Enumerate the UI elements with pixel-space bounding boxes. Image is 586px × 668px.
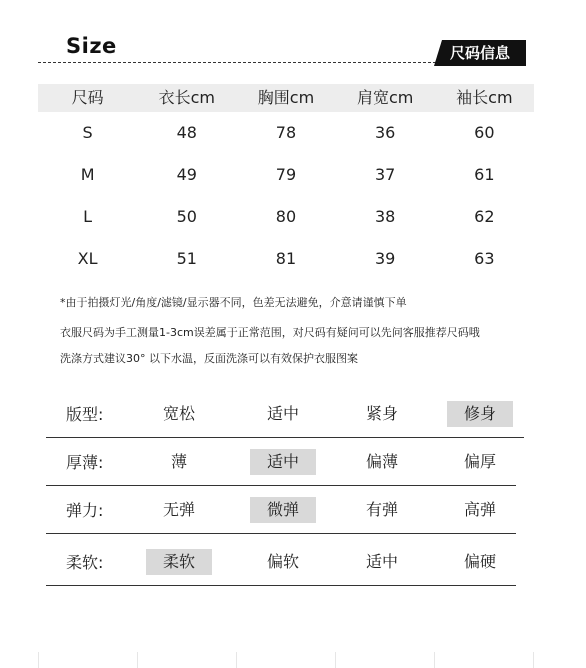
table-cell: 49 <box>176 165 197 184</box>
table-cell: 51 <box>176 249 197 268</box>
table-cell: 78 <box>275 123 297 142</box>
row-divider <box>46 437 524 438</box>
table-cell: M <box>80 165 95 184</box>
attr-option: 适中 <box>266 404 299 423</box>
row-divider <box>46 533 516 534</box>
attr-option: 薄 <box>170 452 187 471</box>
attr-option: 紧身 <box>365 404 398 423</box>
table-cell: 79 <box>275 165 297 184</box>
washing-note: 洗涤方式建议30° 以下水温，反面洗涤可以有效保护衣服图案 <box>60 352 358 365</box>
attr-option: 修身 <box>447 401 513 427</box>
attr-option: 偏软 <box>266 552 299 571</box>
attr-option: 偏厚 <box>463 452 496 471</box>
table-cell: XL <box>77 249 98 268</box>
table-cell: 80 <box>275 207 297 226</box>
table-cell: 50 <box>176 207 197 226</box>
attr-option: 适中 <box>365 552 398 571</box>
attr-row-softness <box>46 541 526 585</box>
attr-row-elasticity <box>46 489 526 533</box>
table-cell: 39 <box>374 249 396 268</box>
table-cell: L <box>83 207 93 226</box>
attr-option: 适中 <box>250 449 316 475</box>
grid-mark <box>137 652 138 668</box>
size-title: Size <box>66 34 117 58</box>
attr-option: 宽松 <box>162 404 195 423</box>
size-table <box>38 84 534 280</box>
attr-label: 版型: <box>66 405 104 424</box>
row-divider <box>46 585 516 586</box>
badge-label: 尺码信息 <box>449 44 510 62</box>
table-cell: 38 <box>374 207 396 226</box>
attr-label: 弹力: <box>66 501 104 520</box>
table-row <box>38 238 534 280</box>
color-disclaimer-note: *由于拍摄灯光/角度/滤镜/显示器不同，色差无法避免，介意请谨慎下单 <box>60 296 407 309</box>
grid-mark <box>533 652 534 668</box>
table-cell: 62 <box>474 207 495 226</box>
header-cell: 衣长cm <box>158 88 215 107</box>
size-info-badge <box>434 40 526 66</box>
table-cell: 37 <box>374 165 396 184</box>
grid-mark <box>434 652 435 668</box>
table-cell: 63 <box>474 249 495 268</box>
table-cell: 61 <box>474 165 495 184</box>
table-row <box>38 196 534 238</box>
header-cell: 肩宽cm <box>356 88 414 107</box>
measurement-note: 衣服尺码为手工测量1-3cm误差属于正常范围，对尺码有疑问可以先问客服推荐尺码哦 <box>60 326 480 339</box>
table-cell: 48 <box>176 123 197 142</box>
attr-option: 高弹 <box>463 500 496 519</box>
attr-option: 无弹 <box>162 500 195 519</box>
table-cell: 81 <box>275 249 297 268</box>
table-row <box>38 112 534 154</box>
attr-option: 微弹 <box>250 497 316 523</box>
size-table-header <box>38 84 534 112</box>
attr-row-fit <box>46 393 526 437</box>
row-divider <box>46 485 516 486</box>
grid-mark <box>335 652 336 668</box>
fabric-attribute-table <box>46 393 526 585</box>
header-divider <box>38 62 436 63</box>
footer-grid-marks <box>38 652 548 668</box>
table-cell: 36 <box>374 123 396 142</box>
header-cell: 胸围cm <box>257 88 315 107</box>
grid-mark <box>236 652 237 668</box>
attr-label: 柔软: <box>66 553 104 572</box>
attr-option: 有弹 <box>365 500 398 519</box>
table-cell: S <box>82 123 93 142</box>
header-cell: 袖长cm <box>456 88 513 107</box>
grid-mark <box>38 652 39 668</box>
attr-option: 柔软 <box>146 549 212 575</box>
table-row <box>38 154 534 196</box>
header-cell: 尺码 <box>71 88 104 107</box>
attr-row-thickness <box>46 441 526 485</box>
notes-section <box>60 290 540 372</box>
attr-option: 偏硬 <box>463 552 496 571</box>
attr-option: 偏薄 <box>365 452 398 471</box>
table-cell: 60 <box>474 123 495 142</box>
attr-label: 厚薄: <box>66 453 104 472</box>
